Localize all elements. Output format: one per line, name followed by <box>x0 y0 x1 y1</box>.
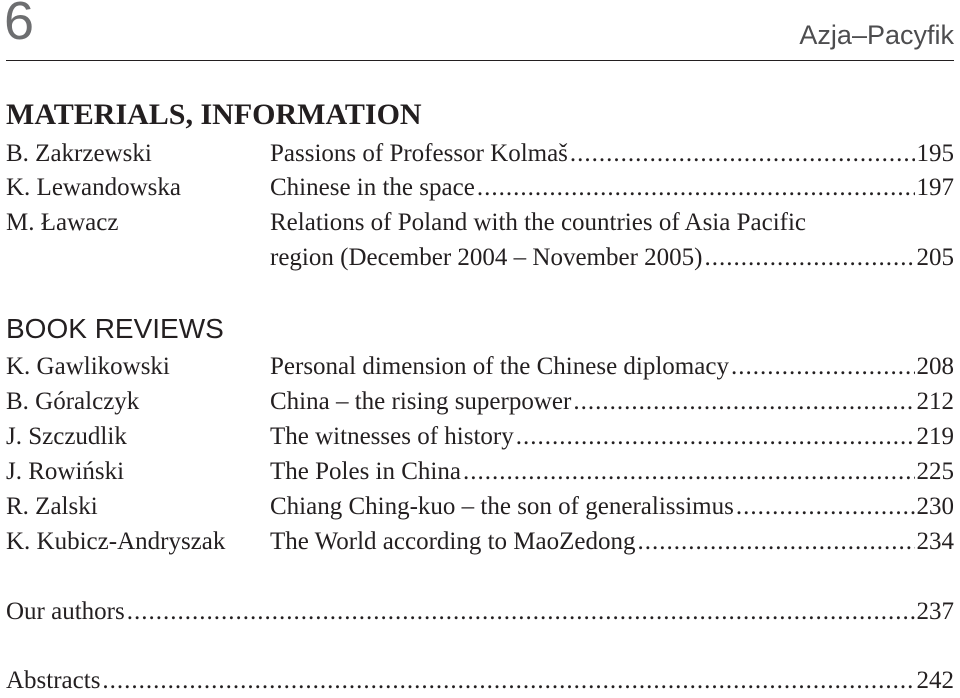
entry-page-number: 205 <box>916 244 954 271</box>
toc-entry-our-authors <box>6 595 954 629</box>
toc-entry <box>6 385 954 419</box>
entry-author: R. Zalski <box>6 493 98 520</box>
entry-title-line2: region (December 2004 – November 2005) <box>270 244 703 271</box>
entry-author: B. Zakrzewski <box>6 140 152 167</box>
toc-entry <box>6 206 954 240</box>
toc-entry-abstracts <box>6 664 954 698</box>
toc-entry <box>6 420 954 454</box>
toc-entry <box>6 350 954 384</box>
entry-author: J. Rowiński <box>6 458 125 485</box>
toc-entry <box>6 490 954 524</box>
dot-leader <box>463 455 915 489</box>
dot-leader <box>637 525 914 559</box>
entry-title-line1: Relations of Poland with the countries of Asia Pacific <box>270 209 807 236</box>
entry-title: Passions of Professor Kolmaš <box>270 140 568 167</box>
toc-entry <box>6 525 954 559</box>
entry-title: Personal dimension of the Chinese diplomacy <box>270 353 729 380</box>
entry-title: Abstracts <box>6 667 101 694</box>
entry-title: The Poles in China <box>270 458 461 485</box>
dot-leader <box>573 385 914 419</box>
page-number: 6 <box>4 0 35 51</box>
entry-page-number: 208 <box>916 353 954 380</box>
entry-author: K. Lewandowska <box>6 174 181 201</box>
dot-leader <box>127 595 915 629</box>
dot-leader <box>705 241 915 275</box>
entry-title: The witnesses of history <box>270 423 514 450</box>
running-head: Azja–Pacyfik <box>799 20 954 50</box>
entry-page-number: 242 <box>916 667 954 694</box>
dot-leader <box>477 171 915 205</box>
entry-page-number: 195 <box>916 140 954 167</box>
toc-entry-continuation <box>6 241 954 275</box>
dot-leader <box>516 420 915 454</box>
entry-title: Chiang Ching-kuo – the son of generalissimus <box>270 493 734 520</box>
entry-page-number: 212 <box>916 388 954 415</box>
dot-leader <box>102 664 914 698</box>
section-title-materials: MATERIALS, INFORMATION <box>6 98 422 131</box>
entry-page-number: 219 <box>916 423 954 450</box>
entry-title: Chinese in the space <box>270 174 475 201</box>
dot-leader <box>736 490 915 524</box>
entry-author: K. Gawlikowski <box>6 353 170 380</box>
entry-page-number: 230 <box>916 493 954 520</box>
entry-author: J. Szczudlik <box>6 423 127 450</box>
toc-entry <box>6 455 954 489</box>
dot-leader <box>570 137 915 171</box>
page-header <box>0 0 960 62</box>
dot-leader <box>731 350 915 384</box>
entry-title: Our authors <box>6 598 125 625</box>
entry-author: M. Ławacz <box>6 209 119 236</box>
toc-entry <box>6 171 954 205</box>
entry-page-number: 237 <box>916 598 954 625</box>
entry-page-number: 225 <box>916 458 954 485</box>
header-rule <box>6 60 954 61</box>
entry-title: The World according to MaoZedong <box>270 528 636 555</box>
toc-entry <box>6 137 954 171</box>
entry-author: K. Kubicz-Andryszak <box>6 528 226 555</box>
entry-page-number: 197 <box>916 174 954 201</box>
entry-page-number: 234 <box>916 528 954 555</box>
entry-title: China – the rising superpower <box>270 388 572 415</box>
entry-author: B. Góralczyk <box>6 388 140 415</box>
section-title-book-reviews: BOOK REVIEWS <box>6 313 224 344</box>
